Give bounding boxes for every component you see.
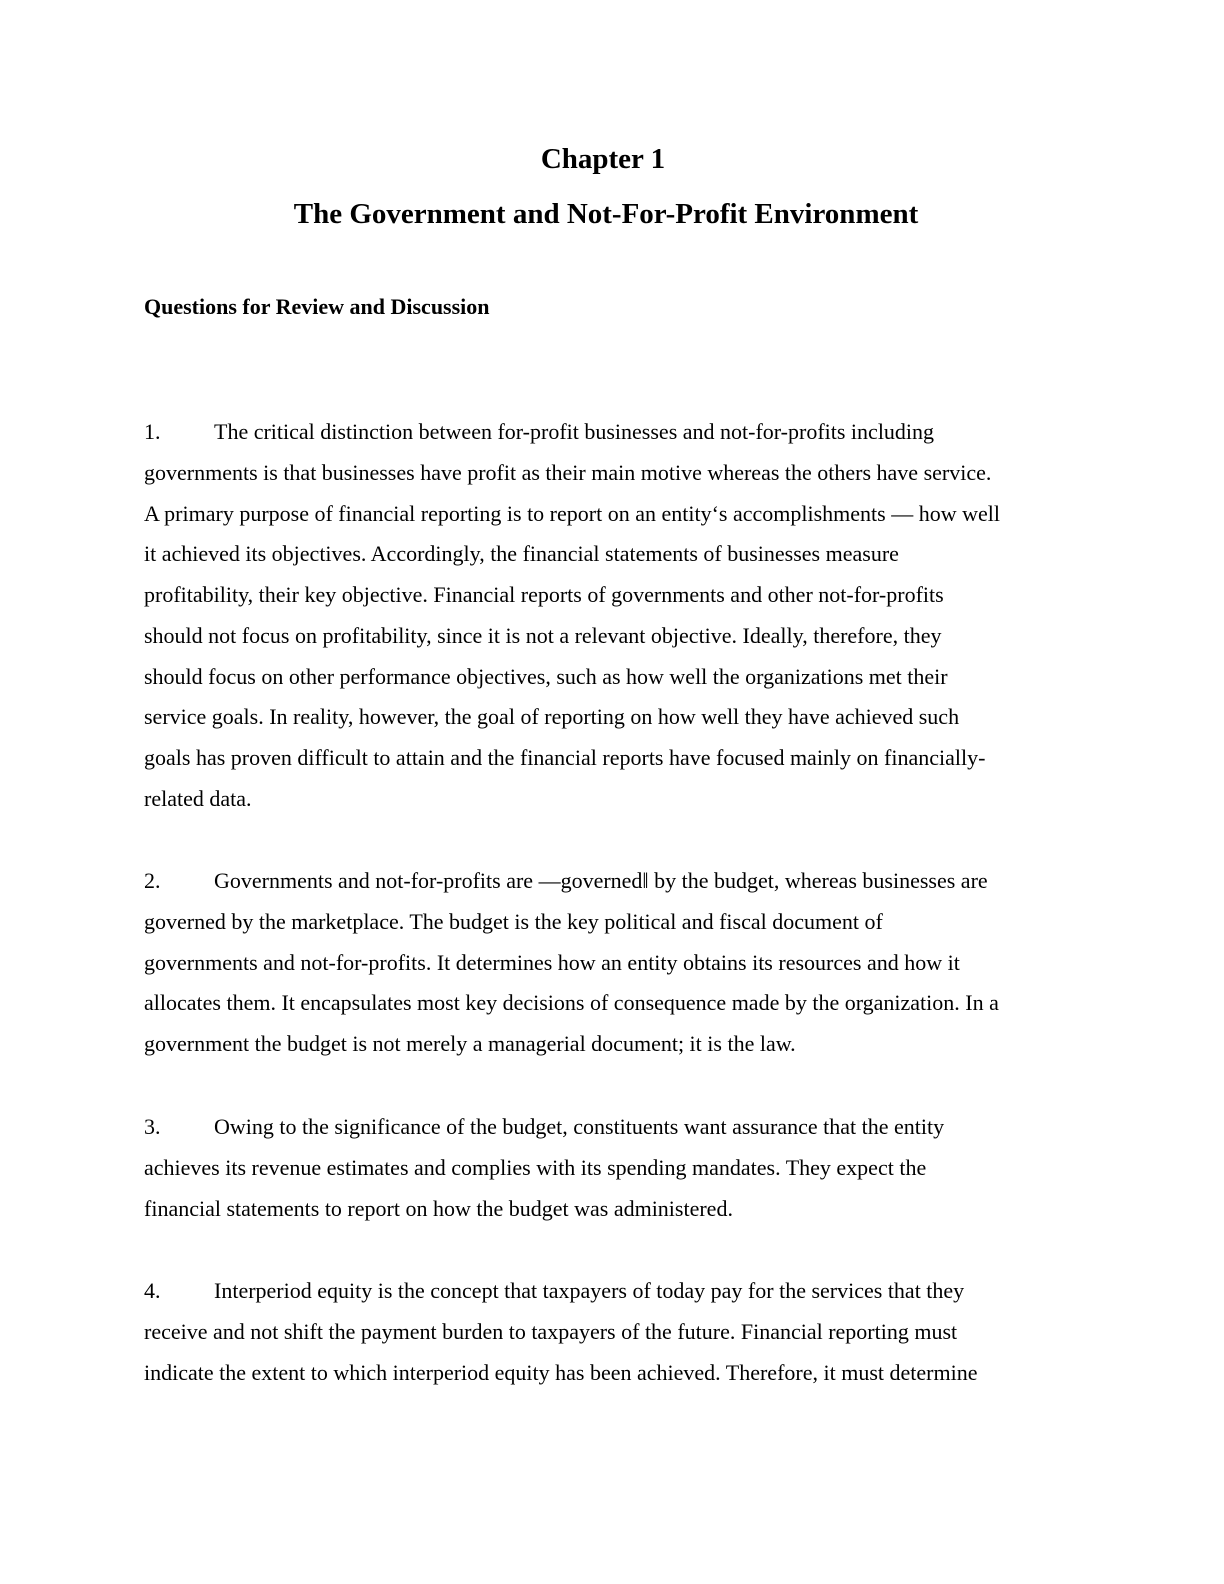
paragraph-line: profitability, their key objective. Financial reports of governments and other not-for-profits [144,582,944,607]
paragraph-line: achieves its revenue estimates and complies with its spending mandates. They expect the [144,1154,927,1180]
paragraph-line [144,1271,1074,1312]
paragraph-line: related data. [144,785,252,811]
chapter-heading: Chapter 1 [540,143,666,175]
paragraph-line: allocates them. It encapsulates most key decisions of consequence made by the organization. In a [144,990,999,1016]
paragraph-number: 2. [144,868,161,893]
paragraph-number: 1. [144,419,161,444]
paragraph-number: 4. [144,1278,161,1303]
paragraph-line: should focus on other performance objectives, such as how well the organizations met their [144,663,948,689]
paragraph-line [144,1107,1074,1148]
paragraph-line: governed by the marketplace. The budget is the key political and fiscal document of [144,908,883,934]
paragraph-text: Governments and not-for-profits are —governed‖ by the budget, whereas businesses are [214,868,988,893]
paragraph-line: governments and not-for-profits. It determines how an entity obtains its resources and how it [144,949,960,975]
paragraph-text: Owing to the significance of the budget, constituents want assurance that the entity [214,1114,945,1139]
numbered-paragraph [144,412,1074,820]
numbered-paragraph [144,861,1074,1065]
paragraph-line [144,861,1074,902]
paragraph-line: service goals. In reality, however, the goal of reporting on how well they have achieved such [144,704,960,730]
paragraph-text: Interperiod equity is the concept that taxpayers of today pay for the services that they [214,1278,965,1303]
paragraph-line [144,412,1074,453]
paragraph-line: governments is that businesses have profit as their main motive whereas the others have service. [144,459,992,485]
paragraph-line: it achieved its objectives. Accordingly, the financial statements of businesses measure [144,541,899,567]
paragraph-line: financial statements to report on how the budget was administered. [144,1195,733,1221]
paragraph-line: receive and not shift the payment burden to taxpayers of the future. Financial reporting must [144,1318,958,1344]
numbered-paragraph [144,1107,1074,1229]
paragraph-line: indicate the extent to which interperiod equity has been achieved. Therefore, it must determine [144,1359,978,1385]
paragraph-line: goals has proven difficult to attain and the financial reports have focused mainly on financially- [144,745,986,770]
paragraph-line: should not focus on profitability, since it is not a relevant objective. Ideally, therefore, they [144,622,942,648]
numbered-paragraph [144,1271,1074,1393]
section-heading: Questions for Review and Discussion [144,294,490,319]
paragraph-number: 3. [144,1114,161,1139]
paragraph-line: A primary purpose of financial reporting is to report on an entity‘s accomplishments — how well [144,500,1000,526]
paragraph-text: The critical distinction between for-profit businesses and not-for-profits including [214,419,935,444]
paragraph-line: government the budget is not merely a managerial document; it is the law. [144,1031,796,1056]
chapter-title: The Government and Not-For-Profit Environment [293,198,919,230]
